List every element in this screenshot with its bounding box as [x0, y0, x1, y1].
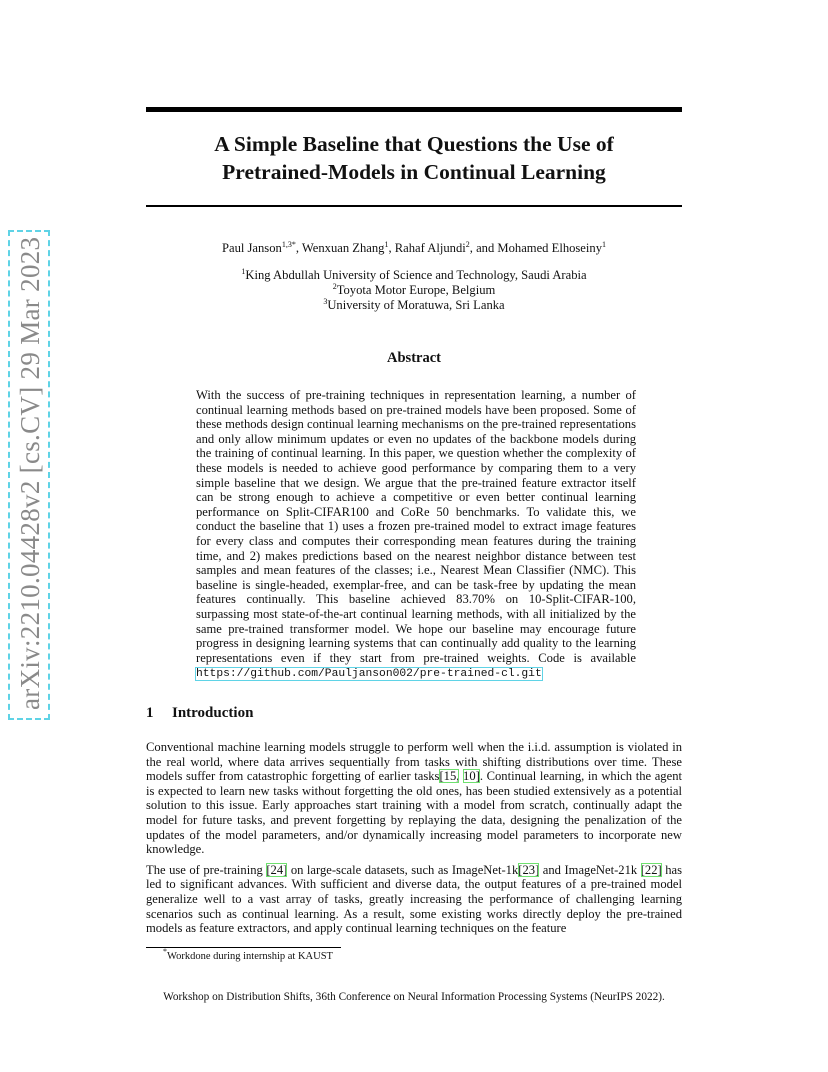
footnote-rule	[146, 947, 341, 948]
author-list: Paul Janson$^{1,3*}$, Wenxuan Zhang$^1$, Rahaf Aljundi$^2$, and Mohamed Elhoseiny$^1$	[221, 240, 606, 255]
author-3-affil: 2	[465, 240, 470, 249]
author-3: Rahaf Aljundi	[394, 241, 466, 255]
title-line-2: Pretrained-Models in Continual Learning	[222, 160, 606, 184]
citation-23[interactable]: [23]	[518, 862, 540, 877]
citation-10[interactable]: 10]	[463, 769, 480, 784]
author-2: Wenxuan Zhang	[301, 241, 385, 255]
author-4-affil: 1	[602, 240, 606, 249]
affiliation-1	[146, 268, 682, 283]
intro-p2-text-a: The use of pre-training	[146, 862, 267, 877]
affiliation-1-text: King Abdullah University of Science and Technology, Saudi Arabia	[245, 268, 587, 282]
affiliation-2-text: Toyota Motor Europe, Belgium	[336, 283, 496, 297]
arxiv-stamp[interactable]: arXiv:2210.04428v2 [cs.CV] 29 Mar 2023	[8, 230, 50, 720]
section-number: 1	[146, 705, 154, 721]
affiliation-1-mark: 1	[241, 267, 246, 276]
author-1-footnote-mark[interactable]: *	[291, 240, 296, 249]
intro-paragraph-2	[146, 863, 682, 936]
abstract-heading: Abstract	[387, 350, 441, 366]
title-rule-top	[146, 107, 682, 112]
affiliation-2-mark: 2	[332, 282, 337, 291]
venue-footer: Workshop on Distribution Shifts, 36th Conference on Neural Information Processing Systems (NeurIPS 2022).	[163, 991, 665, 1003]
abstract-body	[196, 388, 636, 682]
intro-p2-text-d: has led to significant advances. With sufficient and diverse data, the output features of a pre-trained model generalize well to a vast array of tasks, greatly increasing the performance of challenging learning scenarios such as continual learning. As a result, some existing works directly deploy the pre-trained models as feature extractors, and apply continual learning techniques on the feature	[146, 862, 682, 936]
intro-p1-text-b: . Continual learning, in which the agent is expected to learn new tasks without forgetting the old ones, has been studied extensively as a potential solution to this issue. Early approaches start training with a model from scratch, continually adapt the model for future tasks, and prevent forgetting by replaying the data, designing the penalization of the updates of the model parameters, and/or dynamically increasing model parameters to incorporate new knowledge.	[146, 769, 682, 857]
affiliations	[146, 268, 682, 313]
footnote-text: Workdone during internship at KAUST	[167, 951, 333, 962]
intro-p1-text-a: Conventional machine learning models struggle to perform well when the i.i.d. assumption is violated in the real world, where data arrives sequentially from tasks with shifting distributions over time. These models suffer from catastrophic forgetting of earlier tasks	[146, 740, 682, 784]
footnote	[163, 947, 333, 962]
author-2-affil: 1	[384, 240, 389, 249]
code-link[interactable]: https://github.com/Pauljanson002/pre-trained-cl.git	[196, 668, 542, 681]
intro-p2-text-b: on large-scale datasets, such as ImageNet-1k	[287, 862, 519, 877]
introduction-body	[146, 740, 682, 942]
author-4: and Mohamed Elhoseiny	[476, 241, 602, 255]
title-line-1: A Simple Baseline that Questions the Use of	[214, 132, 614, 156]
abstract-text: With the success of pre-training techniques in representation learning, a number of continual learning methods based on pre-trained models have been proposed. Some of these methods design continual learning mechanisms on the pre-trained representations and only allow minimum updates or even no updates of the backbone models during the training of continual learning. In this paper, we question whether the complexity of these models is needed to achieve good performance by comparing them to a very simple baseline that we design. We argue that the pre-trained feature extractor itself can be strong enough to achieve a competitive or even better continual learning performance on Split-CIFAR100 and CoRe 50 benchmarks. To validate this, we conduct the baseline that 1) uses a frozen pre-trained model to extract image features for every class and computes their corresponding mean features during the training time, and 2) makes predictions based on the nearest neighbor distance between test samples and mean features of the classes; i.e., Nearest Mean Classifier (NMC). This baseline is single-headed, exemplar-free, and can be task-free by updating the mean features continually. This baseline achieved 83.70% on 10-Split-CIFAR-100, surpassing most state-of-the-art continual learning methods, with all initialized by the same pre-trained transformer model. We hope our baseline may encourage future progress in designing learning systems that can continually add quality to the learning representations even if they start from pre-trained weights. Code is available	[196, 388, 636, 665]
footnote-mark: *	[163, 947, 167, 956]
title-rule-bottom	[146, 205, 682, 207]
citation-15[interactable]: [15,	[439, 769, 460, 784]
affiliation-2	[146, 283, 682, 298]
citation-22[interactable]: [22]	[640, 862, 662, 877]
section-heading-introduction	[146, 705, 253, 722]
author-1: Paul Janson	[221, 241, 282, 255]
affiliation-3-text: University of Moratuwa, Sri Lanka	[327, 298, 505, 312]
paper-title	[146, 130, 682, 186]
citation-24[interactable]: [24]	[266, 862, 288, 877]
author-1-affil: 1,3	[281, 240, 292, 249]
affiliation-3	[146, 298, 682, 313]
intro-paragraph-1	[146, 740, 682, 857]
section-title: Introduction	[172, 705, 254, 721]
intro-p2-text-c: and ImageNet-21k	[539, 862, 641, 877]
affiliation-3-mark: 3	[323, 297, 328, 306]
